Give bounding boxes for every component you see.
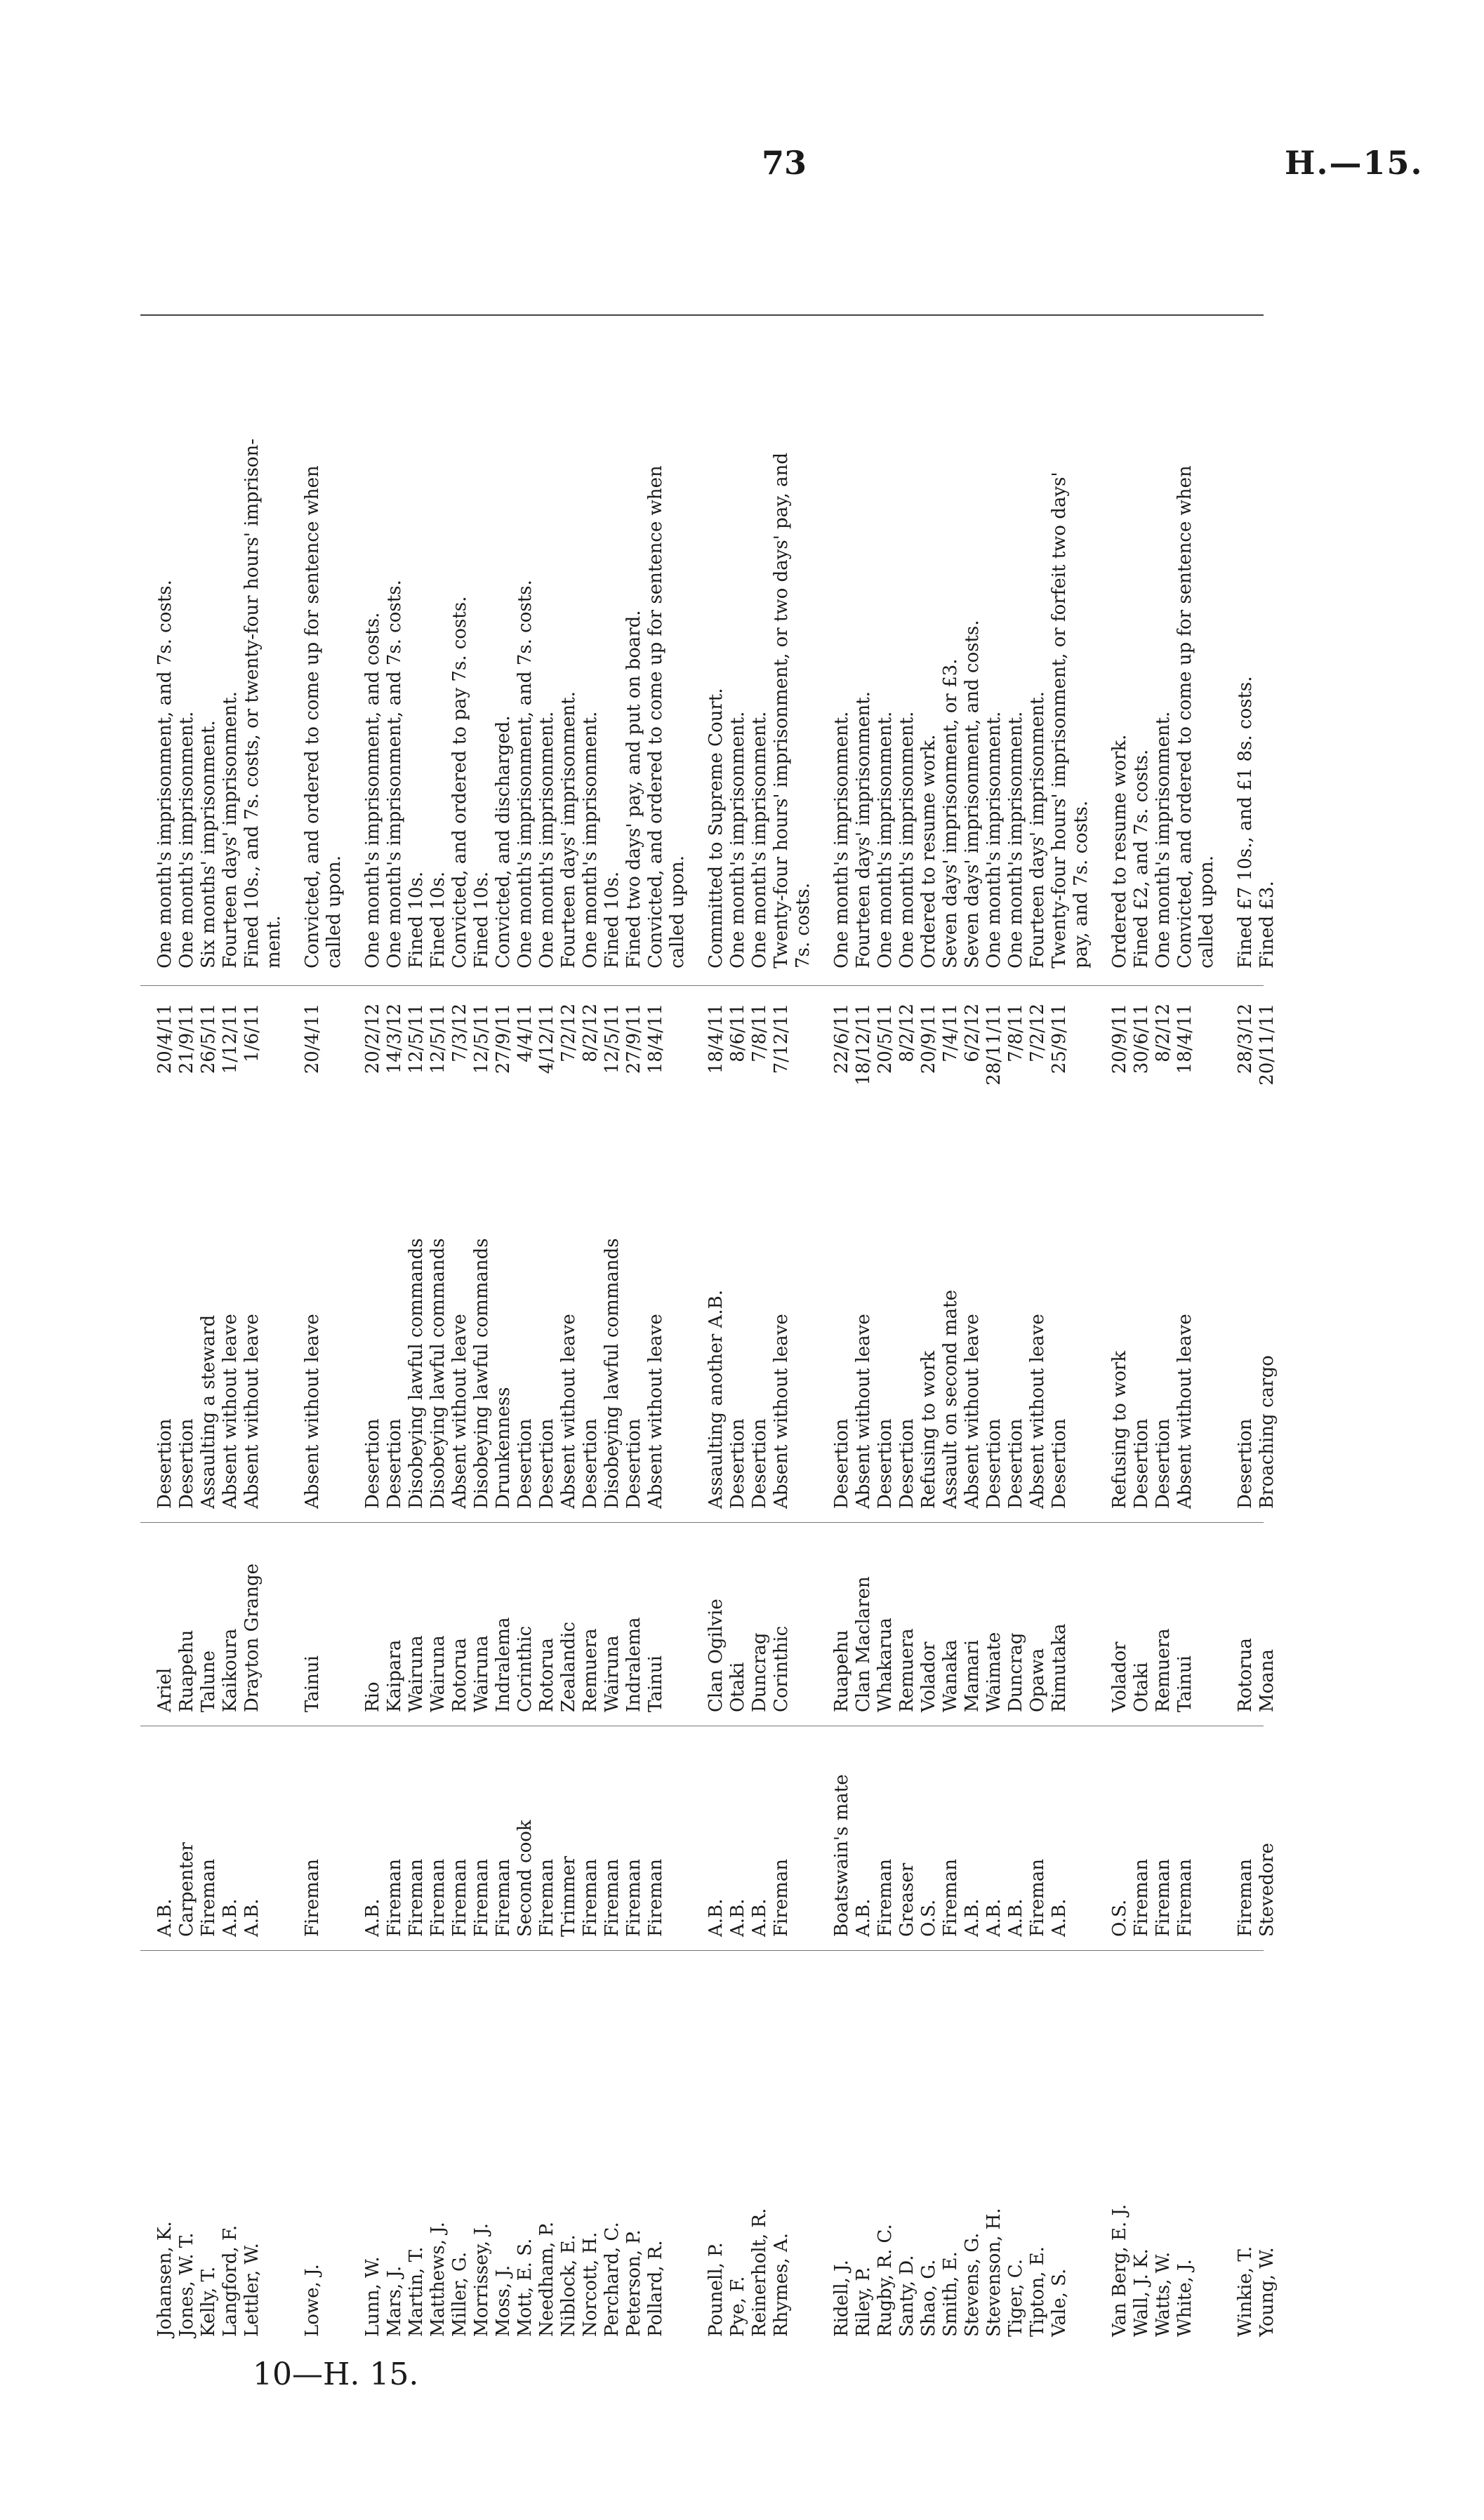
ship-name-cell: Kaipara [384, 1639, 405, 1712]
date-cell: 7/8/11 [1005, 1004, 1026, 1062]
result-cell: Fined 10s., and 7s. costs, or twenty-four hours' imprison- [241, 438, 263, 968]
ship-name-cell: Waimate [983, 1632, 1005, 1712]
column-separator [140, 985, 1264, 986]
rating-cell: Trimmer [558, 1855, 579, 1937]
result-cell: One month's imprisonment. [1005, 711, 1026, 968]
result-cell: One month's imprisonment. [727, 711, 748, 968]
result-cell: called upon. [1196, 855, 1217, 968]
result-cell: Fourteen days' imprisonment. [220, 691, 241, 968]
ship-name-cell: Volador [1109, 1641, 1130, 1712]
rating-cell: A.B. [983, 1898, 1005, 1937]
offence-cell: Desertion [1005, 1418, 1026, 1509]
ship-name-cell: Wanaka [940, 1639, 961, 1712]
offence-cell: Absent without leave [241, 1314, 263, 1509]
crew-name-cell: Langford, F. [220, 2225, 241, 2337]
crew-name-cell: Needham, P. [536, 2221, 557, 2337]
crew-name-cell: White, J. [1174, 2259, 1195, 2337]
crew-name-cell: Stevenson, H. [983, 2208, 1005, 2337]
ship-name-cell: Remuera [580, 1628, 601, 1712]
crew-name-cell: Riley, P. [853, 2267, 874, 2337]
date-cell: 18/4/11 [705, 1004, 727, 1074]
crew-name-cell: Pounell, P. [705, 2242, 727, 2337]
date-cell: 20/4/11 [302, 1004, 323, 1074]
offence-cell: Desertion [1153, 1418, 1174, 1509]
crew-name-cell: Mott, E. S. [515, 2238, 536, 2337]
result-cell: One month's imprisonment, and 7s. costs. [515, 580, 536, 968]
rating-cell: Fireman [1131, 1858, 1152, 1937]
crew-name-cell: Reinerholt, R. [749, 2208, 770, 2337]
date-cell: 8/2/12 [896, 1004, 917, 1062]
date-cell: 25/9/11 [1049, 1004, 1070, 1074]
rating-cell: Fireman [602, 1858, 623, 1937]
offence-cell: Assaulting another A.B. [705, 1289, 727, 1509]
result-cell: Fined 10s. [428, 871, 449, 968]
crew-name-cell: Morrissey, J. [471, 2223, 492, 2337]
crew-name-cell: Peterson, P. [623, 2229, 644, 2337]
date-cell: 28/3/12 [1235, 1004, 1256, 1074]
ship-name-cell: Mamari [962, 1639, 983, 1712]
result-cell: called upon. [324, 855, 345, 968]
result-cell: Six months' imprisonment. [198, 720, 219, 968]
result-cell: Fourteen days' imprisonment. [853, 691, 874, 968]
result-cell: One month's imprisonment. [580, 711, 601, 968]
rating-cell: A.B. [1005, 1898, 1026, 1937]
crew-name-cell: Winkie, T. [1235, 2246, 1256, 2337]
crew-name-cell: Jones, W. T. [176, 2232, 197, 2337]
date-cell: 4/4/11 [515, 1004, 536, 1062]
result-cell: Ordered to resume work. [1109, 734, 1130, 968]
date-cell: 20/11/11 [1257, 1004, 1278, 1086]
date-cell: 20/9/11 [1109, 1004, 1130, 1074]
crew-name-cell: Vale, S. [1049, 2268, 1070, 2337]
date-cell: 28/11/11 [983, 1004, 1005, 1086]
date-cell: 18/4/11 [1174, 1004, 1195, 1074]
crew-name-cell: Norcott, H. [580, 2232, 601, 2337]
ship-name-cell: Indralema [623, 1617, 644, 1712]
date-cell: 20/5/11 [875, 1004, 896, 1074]
crew-name-cell: Johansen, K. [154, 2221, 175, 2337]
ship-name-cell: Drayton Grange [241, 1563, 263, 1712]
result-cell: Fined £2, and 7s. costs. [1131, 749, 1152, 968]
result-cell: ment. [263, 915, 284, 968]
offence-cell: Absent without leave [1027, 1314, 1048, 1509]
crew-name-cell: Van Berg, E. J. [1109, 2204, 1130, 2337]
offence-cell: Broaching cargo [1257, 1355, 1278, 1509]
offence-cell: Assault on second mate [940, 1290, 961, 1509]
rating-cell: Stevedore [1257, 1843, 1278, 1937]
ship-name-cell: Clan Maclaren [853, 1576, 874, 1712]
rating-cell: Boatswain's mate [831, 1774, 852, 1937]
result-cell: Committed to Supreme Court. [705, 688, 727, 968]
result-cell: Twenty-four hours' imprisonment, or two days' pay, and [771, 453, 792, 968]
column-separator [140, 1522, 1264, 1523]
ship-name-cell: Kaikoura [220, 1628, 241, 1712]
crew-name-cell: Tipton, E. [1027, 2246, 1048, 2337]
offence-cell: Absent without leave [302, 1314, 323, 1509]
rating-cell: O.S. [1109, 1899, 1130, 1937]
rating-cell: A.B. [1049, 1898, 1070, 1937]
result-cell: Convicted, and ordered to come up for sentence when [645, 465, 666, 968]
result-cell: Convicted, and ordered to pay 7s. costs. [449, 596, 470, 968]
offence-cell: Desertion [580, 1418, 601, 1509]
crew-name-cell: Stevens, G. [962, 2232, 983, 2337]
date-cell: 14/3/12 [384, 1004, 405, 1074]
ship-name-cell: Tainui [645, 1655, 666, 1712]
offence-cell: Desertion [362, 1418, 383, 1509]
ship-name-cell: Rimutaka [1049, 1623, 1070, 1712]
offence-cell: Assaulting a steward [198, 1314, 219, 1509]
crew-name-cell: Wall, J. K. [1131, 2248, 1152, 2337]
rating-cell: Fireman [406, 1858, 427, 1937]
result-cell: Fined £3. [1257, 881, 1278, 968]
offence-cell: Desertion [536, 1418, 557, 1509]
signature-ref: 10—H. 15. [253, 2356, 419, 2392]
result-cell: Fined 10s. [602, 871, 623, 968]
result-cell: 7s. costs. [793, 882, 814, 968]
ship-name-cell: Duncrag [749, 1632, 770, 1712]
result-cell: called upon. [667, 855, 688, 968]
result-cell: Seven days' imprisonment, and costs. [962, 620, 983, 968]
crew-name-cell: Perchard, C. [602, 2222, 623, 2337]
date-cell: 4/12/11 [536, 1004, 557, 1074]
ship-name-cell: Rotorua [1235, 1637, 1256, 1712]
rating-cell: A.B. [154, 1898, 175, 1937]
date-cell: 8/2/12 [580, 1004, 601, 1062]
result-cell: One month's imprisonment, and 7s. costs. [154, 580, 175, 968]
result-cell: One month's imprisonment, and costs. [362, 612, 383, 968]
crew-name-cell: Tiger, C. [1005, 2258, 1026, 2337]
offence-cell: Desertion [831, 1418, 852, 1509]
offence-cell: Desertion [176, 1418, 197, 1509]
date-cell: 8/6/11 [727, 1004, 748, 1062]
rating-cell: O.S. [918, 1899, 939, 1937]
rating-cell: A.B. [962, 1898, 983, 1937]
offence-cell: Absent without leave [558, 1314, 579, 1509]
rating-cell: Fireman [536, 1858, 557, 1937]
offence-cell: Disobeying lawful commands [471, 1238, 492, 1509]
date-cell: 20/4/11 [154, 1004, 175, 1074]
rating-cell: Greaser [896, 1862, 917, 1937]
result-cell: One month's imprisonment. [831, 711, 852, 968]
ship-name-cell: Wairuna [428, 1635, 449, 1712]
rotated-table [140, 309, 1278, 2344]
offence-cell: Desertion [749, 1418, 770, 1509]
result-cell: Convicted, and ordered to come up for sentence when [302, 465, 323, 968]
date-cell: 7/3/12 [449, 1004, 470, 1062]
result-cell: Twenty-four hours' imprisonment, or forfeit two days' [1049, 472, 1070, 968]
crew-name-cell: Martin, T. [406, 2246, 427, 2337]
ship-name-cell: Wairuna [406, 1635, 427, 1712]
offence-cell: Desertion [1049, 1418, 1070, 1509]
result-cell: Fined 10s. [471, 871, 492, 968]
ship-name-cell: Opawa [1027, 1648, 1048, 1712]
offence-cell: Desertion [896, 1418, 917, 1509]
date-cell: 26/5/11 [198, 1004, 219, 1074]
crew-name-cell: Smith, E. [940, 2251, 961, 2337]
ship-name-cell: Remuera [1153, 1628, 1174, 1712]
crew-name-cell: Lettler, W. [241, 2243, 263, 2337]
ship-name-cell: Moana [1257, 1648, 1278, 1712]
offence-cell: Refusing to work [1109, 1350, 1130, 1509]
offence-cell: Desertion [384, 1418, 405, 1509]
offence-cell: Absent without leave [853, 1314, 874, 1509]
ship-name-cell: Wairuna [471, 1635, 492, 1712]
crew-name-cell: Rhymes, A. [771, 2233, 792, 2337]
date-cell: 7/8/11 [749, 1004, 770, 1062]
offence-cell: Desertion [623, 1418, 644, 1509]
offence-cell: Absent without leave [645, 1314, 666, 1509]
crew-name-cell: Rugby, R. C. [875, 2224, 896, 2337]
date-cell: 6/2/12 [962, 1004, 983, 1062]
rating-cell: Fireman [449, 1858, 470, 1937]
offence-cell: Desertion [1131, 1418, 1152, 1509]
offence-cell: Desertion [875, 1418, 896, 1509]
ship-name-cell: Corinthic [771, 1625, 792, 1712]
crew-name-cell: Young, W. [1257, 2247, 1278, 2337]
rating-cell: A.B. [362, 1898, 383, 1937]
ship-name-cell: Otaki [1131, 1662, 1152, 1712]
rating-cell: Fireman [384, 1858, 405, 1937]
rating-cell: Fireman [771, 1858, 792, 1937]
ship-name-cell: Tainui [302, 1655, 323, 1712]
ship-name-cell: Indralema [493, 1617, 514, 1712]
result-cell: One month's imprisonment. [875, 711, 896, 968]
date-cell: 8/2/12 [1153, 1004, 1174, 1062]
ship-name-cell: Whakarua [875, 1618, 896, 1712]
offence-cell: Desertion [515, 1418, 536, 1509]
date-cell: 7/12/11 [771, 1004, 792, 1074]
offence-cell: Absent without leave [962, 1314, 983, 1509]
date-cell: 30/6/11 [1131, 1004, 1152, 1074]
crew-name-cell: Mars, J. [384, 2265, 405, 2337]
offence-cell: Absent without leave [1174, 1314, 1195, 1509]
result-cell: One month's imprisonment. [749, 711, 770, 968]
rating-cell: Fireman [580, 1858, 601, 1937]
result-cell: One month's imprisonment. [176, 711, 197, 968]
right-border-line [140, 314, 1264, 316]
result-cell: Fourteen days' imprisonment. [558, 691, 579, 968]
ship-name-cell: Corinthic [515, 1625, 536, 1712]
date-cell: 7/4/11 [940, 1004, 961, 1062]
ship-name-cell: Tainui [1174, 1655, 1195, 1712]
date-cell: 12/5/11 [428, 1004, 449, 1074]
offence-cell: Absent without leave [220, 1314, 241, 1509]
ship-name-cell: Rio [362, 1681, 383, 1712]
ship-name-cell: Rotorua [536, 1637, 557, 1712]
ship-name-cell: Rotorua [449, 1637, 470, 1712]
result-cell: One month's imprisonment. [983, 711, 1005, 968]
crew-name-cell: Santy, D. [896, 2255, 917, 2337]
ship-name-cell: Otaki [727, 1662, 748, 1712]
crew-name-cell: Miller, G. [449, 2251, 470, 2337]
crew-name-cell: Ridell, J. [831, 2260, 852, 2337]
rating-cell: Fireman [645, 1858, 666, 1937]
date-cell: 27/9/11 [493, 1004, 514, 1074]
rating-cell: Fireman [302, 1858, 323, 1937]
page-number: 73 [762, 144, 807, 182]
result-cell: Seven days' imprisonment, or £3. [940, 658, 961, 968]
result-cell: Fined 10s. [406, 871, 427, 968]
ship-name-cell: Remuera [896, 1628, 917, 1712]
date-cell: 7/2/12 [1027, 1004, 1048, 1062]
rating-cell: Fireman [1027, 1858, 1048, 1937]
offence-cell: Disobeying lawful commands [428, 1238, 449, 1509]
offence-cell: Desertion [727, 1418, 748, 1509]
result-cell: pay, and 7s. costs. [1071, 800, 1092, 968]
ship-name-cell: Wairuna [602, 1635, 623, 1712]
crew-name-cell: Pollard, R. [645, 2240, 666, 2337]
rating-cell: A.B. [241, 1898, 263, 1937]
date-cell: 18/12/11 [853, 1004, 874, 1086]
crew-name-cell: Pye, F. [727, 2276, 748, 2337]
crew-name-cell: Watts, W. [1153, 2251, 1174, 2337]
rating-cell: Fireman [471, 1858, 492, 1937]
rating-cell: A.B. [220, 1898, 241, 1937]
result-cell: Fined two days' pay, and put on board. [623, 610, 644, 968]
crew-name-cell: Niblock, E. [558, 2234, 579, 2337]
offence-cell: Desertion [154, 1418, 175, 1509]
result-cell: Fourteen days' imprisonment. [1027, 691, 1048, 968]
offence-cell: Absent without leave [449, 1314, 470, 1509]
ship-name-cell: Ruapehu [831, 1629, 852, 1712]
result-cell: Fined £7 10s., and £1 8s. costs. [1235, 676, 1256, 968]
offence-cell: Disobeying lawful commands [602, 1238, 623, 1509]
rating-cell: Fireman [493, 1858, 514, 1937]
crew-name-cell: Lunn, W. [362, 2256, 383, 2337]
offence-cell: Desertion [983, 1418, 1005, 1509]
crew-name-cell: Kelly, T. [198, 2266, 219, 2337]
crew-name-cell: Lowe, J. [302, 2264, 323, 2337]
result-cell: One month's imprisonment. [896, 711, 917, 968]
ship-name-cell: Ruapehu [176, 1629, 197, 1712]
result-cell: Convicted, and discharged. [493, 715, 514, 968]
date-cell: 20/9/11 [918, 1004, 939, 1074]
ship-name-cell: Ariel [154, 1667, 175, 1712]
rating-cell: Fireman [198, 1858, 219, 1937]
rating-cell: Fireman [875, 1858, 896, 1937]
rating-cell: A.B. [853, 1898, 874, 1937]
result-cell: One month's imprisonment, and 7s. costs. [384, 580, 405, 968]
ship-name-cell: Volador [918, 1641, 939, 1712]
date-cell: 27/9/11 [623, 1004, 644, 1074]
offence-cell: Drunkenness [493, 1387, 514, 1509]
date-cell: 1/6/11 [241, 1004, 263, 1062]
date-cell: 12/5/11 [602, 1004, 623, 1074]
rating-cell: A.B. [705, 1898, 727, 1937]
crew-name-cell: Shao, G. [918, 2259, 939, 2337]
result-cell: Ordered to resume work. [918, 734, 939, 968]
offence-cell: Absent without leave [771, 1314, 792, 1509]
date-cell: 7/2/12 [558, 1004, 579, 1062]
date-cell: 18/4/11 [645, 1004, 666, 1074]
rating-cell: Fireman [940, 1858, 961, 1937]
offence-cell: Desertion [1235, 1418, 1256, 1509]
rating-cell: Carpenter [176, 1842, 197, 1937]
column-separator [140, 1950, 1264, 1951]
rating-cell: Second cook [515, 1820, 536, 1937]
rating-cell: Fireman [623, 1858, 644, 1937]
rating-cell: Fireman [428, 1858, 449, 1937]
ship-name-cell: Zealandic [558, 1621, 579, 1712]
date-cell: 1/12/11 [220, 1004, 241, 1074]
crew-name-cell: Moss, J. [493, 2265, 514, 2337]
ship-name-cell: Talune [198, 1650, 219, 1712]
ship-name-cell: Duncrag [1005, 1632, 1026, 1712]
paper-reference: H.—15. [1285, 144, 1424, 182]
rating-cell: A.B. [749, 1898, 770, 1937]
result-cell: Convicted, and ordered to come up for sentence when [1174, 465, 1195, 968]
rating-cell: Fireman [1235, 1858, 1256, 1937]
rating-cell: A.B. [727, 1898, 748, 1937]
result-cell: One month's imprisonment. [1153, 711, 1174, 968]
ship-name-cell: Clan Ogilvie [705, 1599, 727, 1712]
date-cell: 20/2/12 [362, 1004, 383, 1074]
date-cell: 21/9/11 [176, 1004, 197, 1074]
result-cell: One month's imprisonment. [536, 711, 557, 968]
offence-cell: Disobeying lawful commands [406, 1238, 427, 1509]
crew-name-cell: Matthews, J. [428, 2222, 449, 2337]
date-cell: 22/6/11 [831, 1004, 852, 1074]
rating-cell: Fireman [1174, 1858, 1195, 1937]
date-cell: 12/5/11 [406, 1004, 427, 1074]
date-cell: 12/5/11 [471, 1004, 492, 1074]
offence-cell: Refusing to work [918, 1350, 939, 1509]
rating-cell: Fireman [1153, 1858, 1174, 1937]
